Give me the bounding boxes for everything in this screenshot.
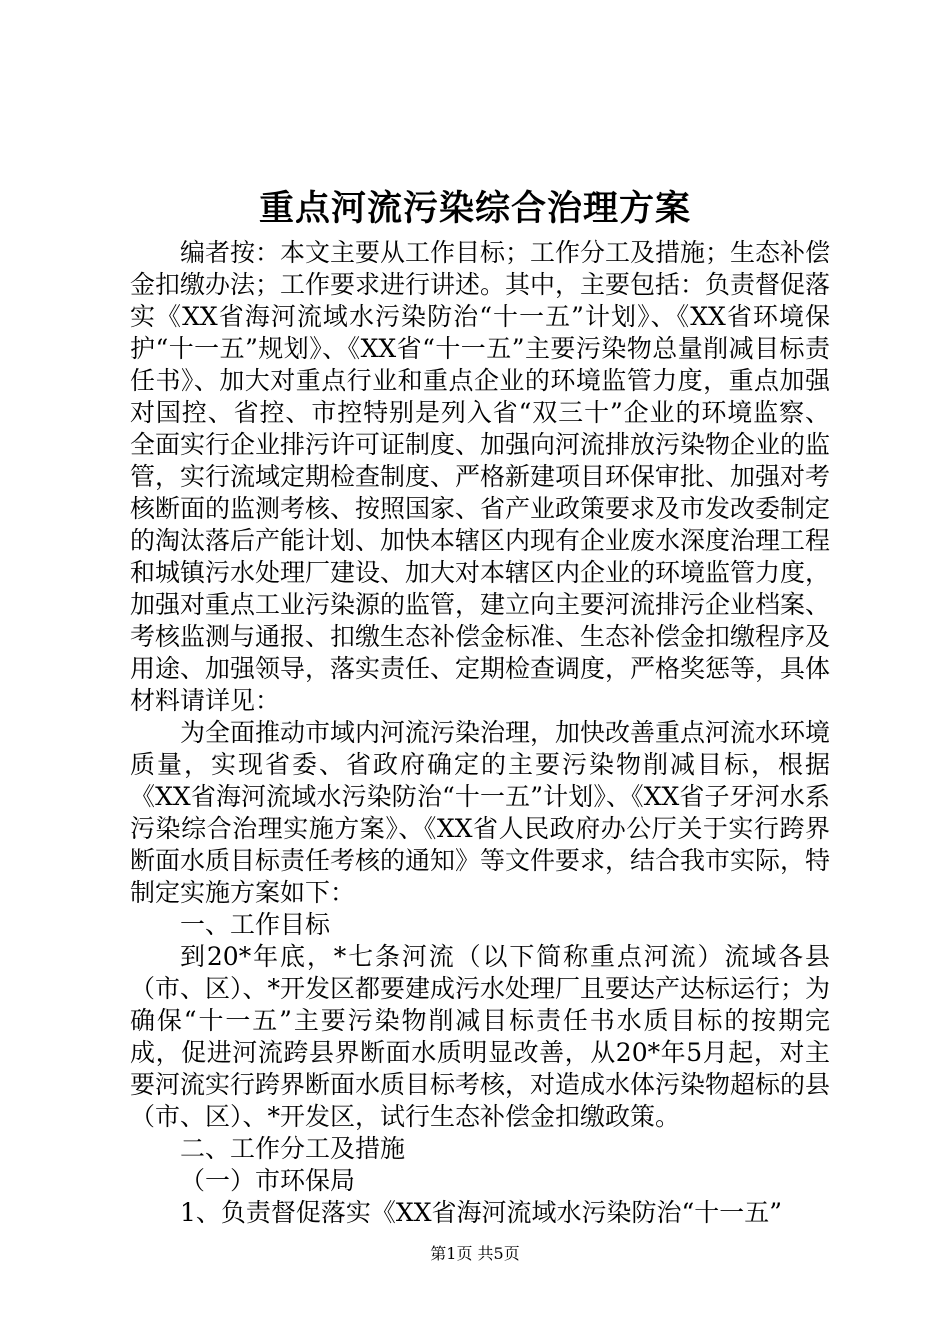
document-title: 重点河流污染综合治理方案 bbox=[258, 188, 691, 229]
section-heading-goals: 一、工作目标 bbox=[180, 910, 331, 939]
document-body bbox=[130, 237, 830, 1229]
intro-paragraph: 为全面推动市域内河流污染治理，加快改善重点河流水环境质量，实现省委、省政府确定的主要污染物削减目标，根据《XX省海河流域水污染防治“十一五”计划》、《XX省子牙河水系污染综合治理实施方案》、《XX省人民政府办公厅关于实行跨界断面水质目标责任考核的通知》等文件要求，结合我市实际，特制定实施方案如下： bbox=[130, 718, 831, 907]
page-footer: 第1页 共5页 bbox=[430, 1244, 520, 1263]
list-item-paragraph: 1、负责督促落实《XX省海河流域水污染防治“十一五” bbox=[180, 1198, 783, 1227]
section-heading-division: 二、工作分工及措施 bbox=[180, 1134, 406, 1163]
subsection-heading-epb: （一）市环保局 bbox=[180, 1166, 356, 1195]
editor-note-paragraph: 编者按：本文主要从工作目标；工作分工及措施；生态补偿金扣缴办法；工作要求进行讲述。其中，主要包括：负责督促落实《XX省海河流域水污染防治“十一五”计划》、《XX省环境保护“十一五”规划》、《XX省“十一五”主要污染物总量削减目标责任书》、加大对重点行业和重点企业的环境监管力度，重点加强对国控、省控、市控特别是列入省“双三十”企业的环境监察、全面实行企业排污许可证制度、加强向河流排放污染物企业的监管，实行流域定期检查制度、严格新建项目环保审批、加强对考核断面的监测考核、按照国家、省产业政策要求及市发改委制定的淘汰落后产能计划、加快本辖区内现有企业废水深度治理工程和城镇污水处理厂建设、加大对本辖区内企业的环境监管力度，加强对重点工业污染源的监管，建立向主要河流排污企业档案、考核监测与通报、扣缴生态补偿金标准、生态补偿金扣缴程序及用途、加强领导，落实责任、定期检查调度，严格奖惩等，具体材料请详见： bbox=[130, 238, 831, 715]
goals-paragraph: 到20*年底，*七条河流（以下简称重点河流）流域各县（市、区）、*开发区都要建成污水处理厂且要达产达标运行；为确保“十一五”主要污染物削减目标责任书水质目标的按期完成，促进河流跨县界断面水质明显改善，从20*年5月起，对主要河流实行跨界断面水质目标考核，对造成水体污染物超标的县（市、区）、*开发区，试行生态补偿金扣缴政策。 bbox=[130, 942, 831, 1131]
